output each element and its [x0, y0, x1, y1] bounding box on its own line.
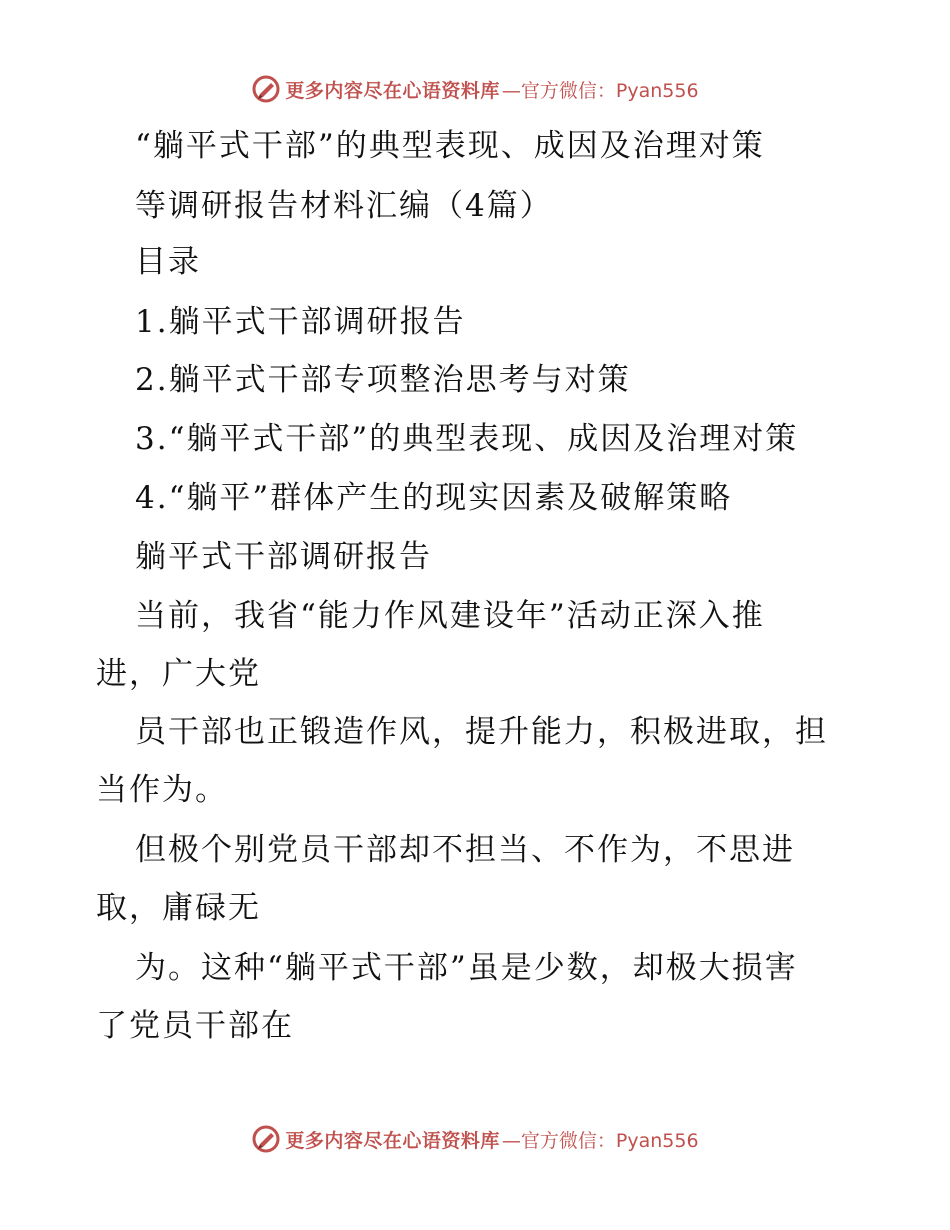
body-line-1: 当前，我省“能力作风建设年”活动正深入推 — [135, 598, 765, 634]
pen-logo-icon — [251, 1124, 281, 1154]
document-title-line-2: 等调研报告材料汇编（4篇） — [135, 188, 553, 224]
watermark-banner-top — [0, 72, 950, 106]
toc-item-3: 3.“躺平式干部”的典型表现、成因及治理对策 — [135, 421, 799, 457]
watermark-site-text: 更多内容尽在心语资料库 — [285, 79, 500, 102]
body-line-7: 为。这种“躺平式干部”虽是少数，却极大损害 — [135, 950, 798, 986]
section-title: 躺平式干部调研报告 — [135, 539, 432, 575]
toc-item-4: 4.“躺平”群体产生的现实因素及破解策略 — [135, 480, 733, 516]
body-line-6: 取，庸碌无 — [96, 890, 261, 926]
document-title-line-1: “躺平式干部”的典型表现、成因及治理对策 — [135, 128, 765, 164]
toc-heading: 目录 — [135, 244, 201, 280]
body-line-5: 但极个别党员干部却不担当、不作为，不思进 — [135, 832, 795, 868]
watermark-banner-bottom — [0, 1122, 950, 1156]
body-line-4: 当作为。 — [96, 772, 228, 808]
toc-item-1: 1.躺平式干部调研报告 — [135, 304, 466, 340]
body-line-8: 了党员干部在 — [96, 1008, 294, 1044]
pen-logo-icon — [251, 74, 281, 104]
toc-item-2: 2.躺平式干部专项整治思考与对策 — [135, 362, 631, 398]
watermark-wechat-text: —官方微信：Pyan556 — [501, 79, 699, 102]
body-line-2: 进，广大党 — [96, 656, 261, 692]
body-line-3: 员干部也正锻造作风，提升能力，积极进取，担 — [135, 714, 828, 750]
watermark-site-text: 更多内容尽在心语资料库 — [285, 1129, 500, 1152]
watermark-wechat-text: —官方微信：Pyan556 — [501, 1129, 699, 1152]
